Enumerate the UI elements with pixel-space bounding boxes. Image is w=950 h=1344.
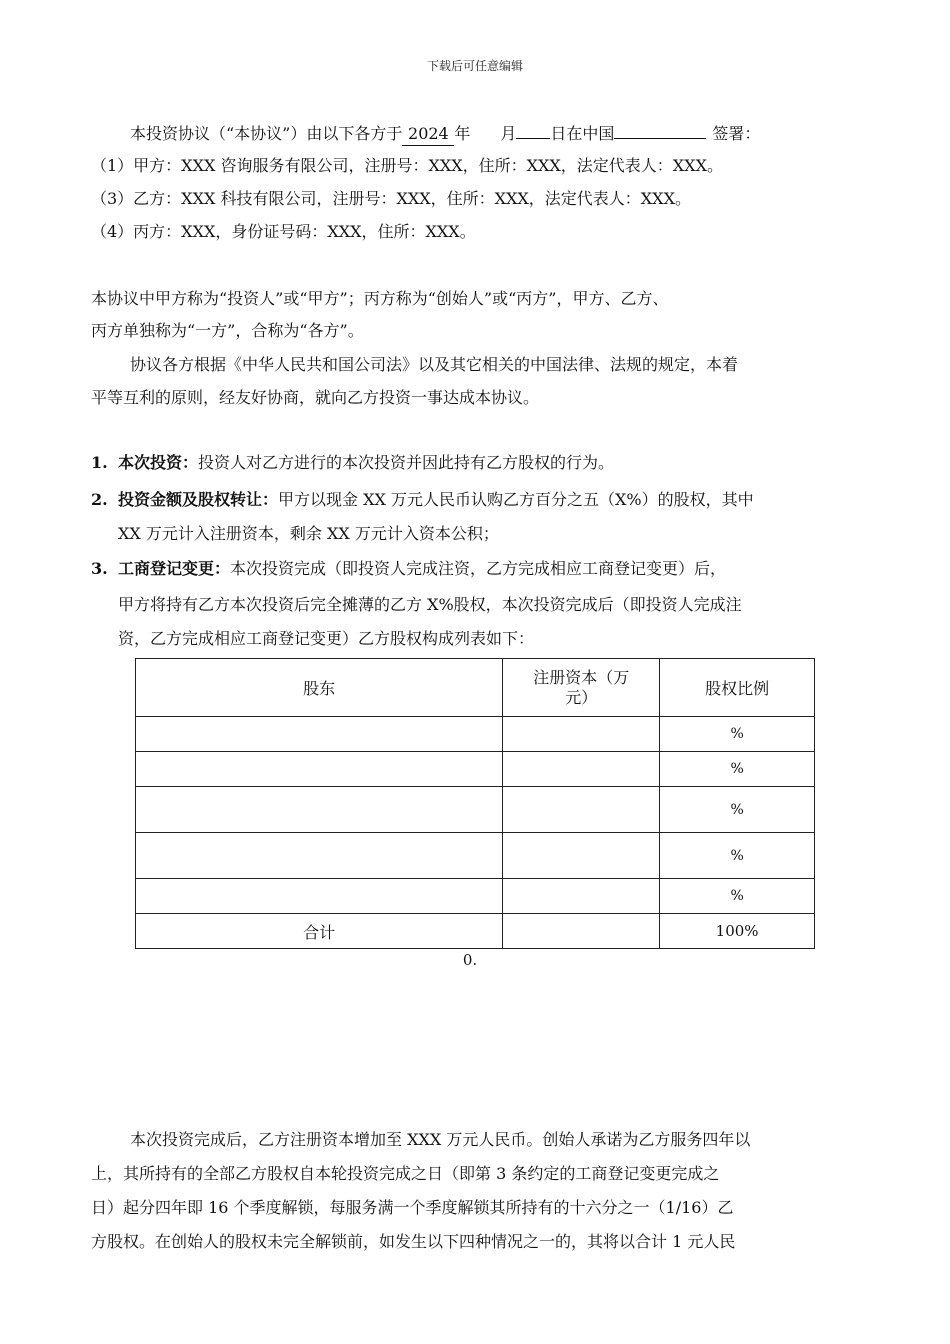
signed-label: 签署： [712,124,761,143]
total-label: 合计 [136,914,503,949]
vesting-line-1: 本次投资完成后，乙方注册资本增加至 XXX 万元人民币。创始人承诺为乙方服务四年以 [130,1130,751,1149]
table-row [136,752,815,787]
capital-cell [503,787,660,833]
header-note: 下载后可任意编辑 [426,59,523,73]
year-suffix: 年 [454,124,471,143]
header-registered-capital [503,659,660,717]
clause-3-title: 工商登记变更： [118,559,231,578]
clause-2-number: 2. [91,490,108,509]
clause-1-number: 1. [91,453,108,472]
total-capital [503,914,660,949]
clause-2-text-1: 甲方以现金 XX 万元人民币认购乙方百分之五（X%）的股权，其中 [278,490,754,509]
table-row [136,879,815,914]
basis-line-1: 协议各方根据《中华人民共和国公司法》以及其它相关的中国法律、法规的规定，本着 [130,355,739,374]
party-4: （4）丙方：XXX，身份证号码：XXX，住所：XXX。 [91,222,476,241]
clause-3-number: 3. [91,559,108,578]
table-total-row [136,914,815,949]
definitions-line-2: 丙方单独称为“一方”，合称为“各方”。 [91,321,364,340]
header-equity-ratio: 股权比例 [660,659,815,717]
clause-3-text-3: 资，乙方完成相应工商登记变更）乙方股权构成列表如下： [118,629,535,648]
table-row [136,787,815,833]
intro-line [130,116,900,151]
capital-cell [503,833,660,879]
capital-cell [503,752,660,787]
table-caption: 0. [462,951,478,969]
table-header-row [136,659,815,717]
place-field [614,116,706,139]
clause-2-title: 投资金额及股权转让： [118,490,279,509]
table-row [136,717,815,752]
basis-line-2: 平等互利的原则，经友好协商，就向乙方投资一事达成本协议。 [91,388,540,407]
party-3: （3）乙方：XXX 科技有限公司，注册号：XXX，住所：XXX，法定代表人：XXX。 [91,189,691,208]
shareholder-cell [136,879,503,914]
clause-1 [118,446,863,480]
total-ratio: 100% [660,914,815,949]
capital-cell [503,717,660,752]
table-row [136,833,815,879]
vesting-paragraph [91,1123,861,1259]
clause-1-title: 本次投资： [118,453,199,472]
vesting-line-4: 方股权。在创始人的股权未完全解锁前，如发生以下四种情况之一的，其将以合计 1 元人民 [91,1232,736,1251]
equity-table [135,658,815,949]
vesting-line-2: 上，其所持有的全部乙方股权自本轮投资完成之日（即第 3 条约定的工商登记变更完成之 [91,1164,720,1183]
ratio-cell: % [660,879,815,914]
clause-2 [118,483,863,517]
ratio-cell: % [660,752,815,787]
shareholder-cell [136,833,503,879]
ratio-cell: % [660,717,815,752]
shareholder-cell [136,717,503,752]
intro-prefix: 本投资协议（“本协议”）由以下各方于 [130,124,403,143]
year-field: 2024 [402,123,454,146]
shareholder-cell [136,752,503,787]
ratio-cell: % [660,833,815,879]
clause-1-text: 投资人对乙方进行的本次投资并因此持有乙方股权的行为。 [198,453,615,472]
header-shareholder: 股东 [136,659,503,717]
clause-3-text-1: 本次投资完成（即投资人完成注资，乙方完成相应工商登记变更）后， [230,559,727,578]
shareholder-cell [136,787,503,833]
clause-3-text-2: 甲方将持有乙方本次投资后完全摊薄的乙方 X%股权，本次投资完成后（即投资人完成注 [118,595,742,614]
header-registered-capital-text: 注册资本（万元） [533,667,630,707]
day-field [516,116,550,139]
month-suffix: 月 [500,124,517,143]
ratio-cell: % [660,787,815,833]
day-suffix: 日在中国 [550,124,615,143]
vesting-line-3: 日）起分四年即 16 个季度解锁，每服务满一个季度解锁其所持有的十六分之一（1/16）乙 [91,1198,734,1217]
clause-2-text-2: XX 万元计入注册资本，剩余 XX 万元计入资本公积； [118,524,499,543]
capital-cell [503,879,660,914]
clause-3 [118,552,863,586]
party-1: （1）甲方：XXX 咨询服务有限公司，注册号：XXX，住所：XXX，法定代表人：XXX。 [91,156,723,175]
definitions-line-1: 本协议中甲方称为“投资人”或“甲方”；丙方称为“创始人”或“丙方”，甲方、乙方、 [91,289,669,308]
